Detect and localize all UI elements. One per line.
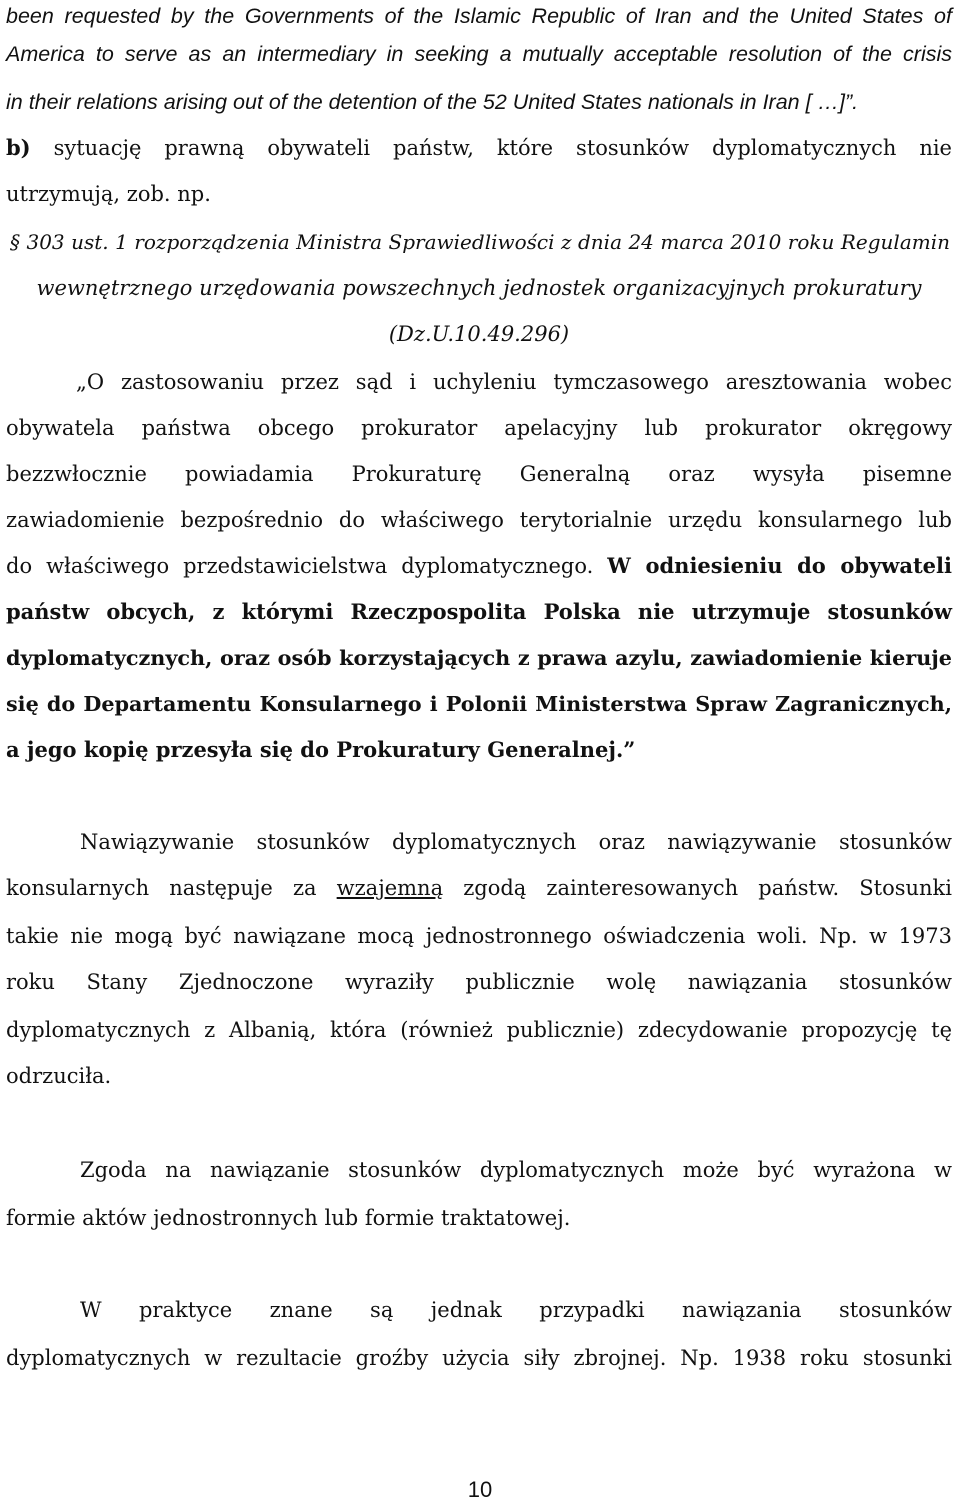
para1-line-2 — [6, 874, 952, 902]
para1-line-6: odrzuciła. — [6, 1064, 112, 1088]
page-number: 10 — [467, 1477, 493, 1502]
quote-pl-line-6 — [6, 598, 952, 626]
para1-line-4: roku Stany Zjednoczone wyraziły publicznie wolę nawiązania stosunków — [6, 970, 952, 994]
citation-line-2: wewnętrznego urzędowania powszechnych jednostek organizacyjnych prokuratury — [36, 276, 922, 300]
para1-line-3: takie nie mogą być nawiązane mocą jednostronnego oświadczenia woli. Np. w 1973 — [6, 924, 952, 948]
quote-pl-line-8 — [6, 690, 952, 718]
item-b-line-1 — [6, 134, 952, 162]
quote-pl-line-5 — [6, 552, 952, 580]
citation-line-3: (Dz.U.10.49.296) — [388, 322, 570, 346]
item-b-text: sytuację prawną obywateli państw, które stosunków dyplomatycznych nie — [53, 136, 952, 160]
quote-pl-line-7-bold: dyplomatycznych, oraz osób korzystających z prawa azylu, zawiadomienie kieruje — [6, 646, 952, 670]
quote-en-line-1: been requested by the Governments of the Islamic Republic of Iran and the United States of — [6, 4, 952, 28]
quote-pl-line-2: obywatela państwa obcego prokurator apelacyjny lub prokurator okręgowy — [6, 416, 952, 440]
para1-line-2-b: zgodą zainteresowanych państw. Stosunki — [443, 876, 952, 900]
item-b-label: b) — [6, 135, 31, 160]
para2-line-1: Zgoda na nawiązanie stosunków dyplomatycznych może być wyrażona w — [80, 1158, 952, 1182]
quote-pl-line-9 — [6, 736, 952, 764]
item-b-line-2: utrzymują, zob. np. — [6, 182, 211, 206]
quote-pl-line-8-bold: się do Departamentu Konsularnego i Polonii Ministerstwa Spraw Zagranicznych, — [6, 692, 952, 716]
para3-line-1: W praktyce znane są jednak przypadki nawiązania stosunków — [80, 1298, 952, 1322]
quote-pl-line-9-bold: a jego kopię przesyła się do Prokuratury Generalnej.” — [6, 737, 636, 762]
para1-line-1: Nawiązywanie stosunków dyplomatycznych oraz nawiązywanie stosunków — [80, 830, 952, 854]
quote-pl-line-1: „O zastosowaniu przez sąd i uchyleniu tymczasowego aresztowania wobec — [76, 370, 952, 394]
para3-line-2: dyplomatycznych w rezultacie groźby użycia siły zbrojnej. Np. 1938 roku stosunki — [6, 1346, 952, 1370]
quote-pl-line-4: zawiadomienie bezpośrednio do właściwego terytorialnie urzędu konsularnego lub — [6, 508, 952, 532]
quote-pl-line-5-normal: do właściwego przedstawicielstwa dyplomatycznego. — [6, 554, 608, 578]
quote-en-line-3: in their relations arising out of the detention of the 52 United States nationals in Iran [ …]”. — [6, 90, 859, 114]
quote-pl-line-5-bold: W odniesieniu do obywateli — [607, 553, 952, 578]
para1-line-2-a: konsularnych następuje za — [6, 876, 337, 900]
citation-line-1: § 303 ust. 1 rozporządzenia Ministra Sprawiedliwości z dnia 24 marca 2010 roku Regulamin — [10, 230, 950, 254]
quote-pl-line-3: bezzwłocznie powiadamia Prokuraturę Generalną oraz wysyła pisemne — [6, 462, 952, 486]
para2-line-2: formie aktów jednostronnych lub formie traktatowej. — [6, 1206, 571, 1230]
quote-pl-line-6-bold: państw obcych, z którymi Rzeczpospolita Polska nie utrzymuje stosunków — [6, 599, 952, 624]
underlined-word: wzajemną — [336, 876, 444, 900]
para1-line-5: dyplomatycznych z Albanią, która (również publicznie) zdecydowanie propozycję tę — [6, 1018, 952, 1042]
quote-pl-line-7 — [6, 644, 952, 672]
quote-en-line-2: America to serve as an intermediary in seeking a mutually acceptable resolution of the crisis — [6, 42, 952, 66]
